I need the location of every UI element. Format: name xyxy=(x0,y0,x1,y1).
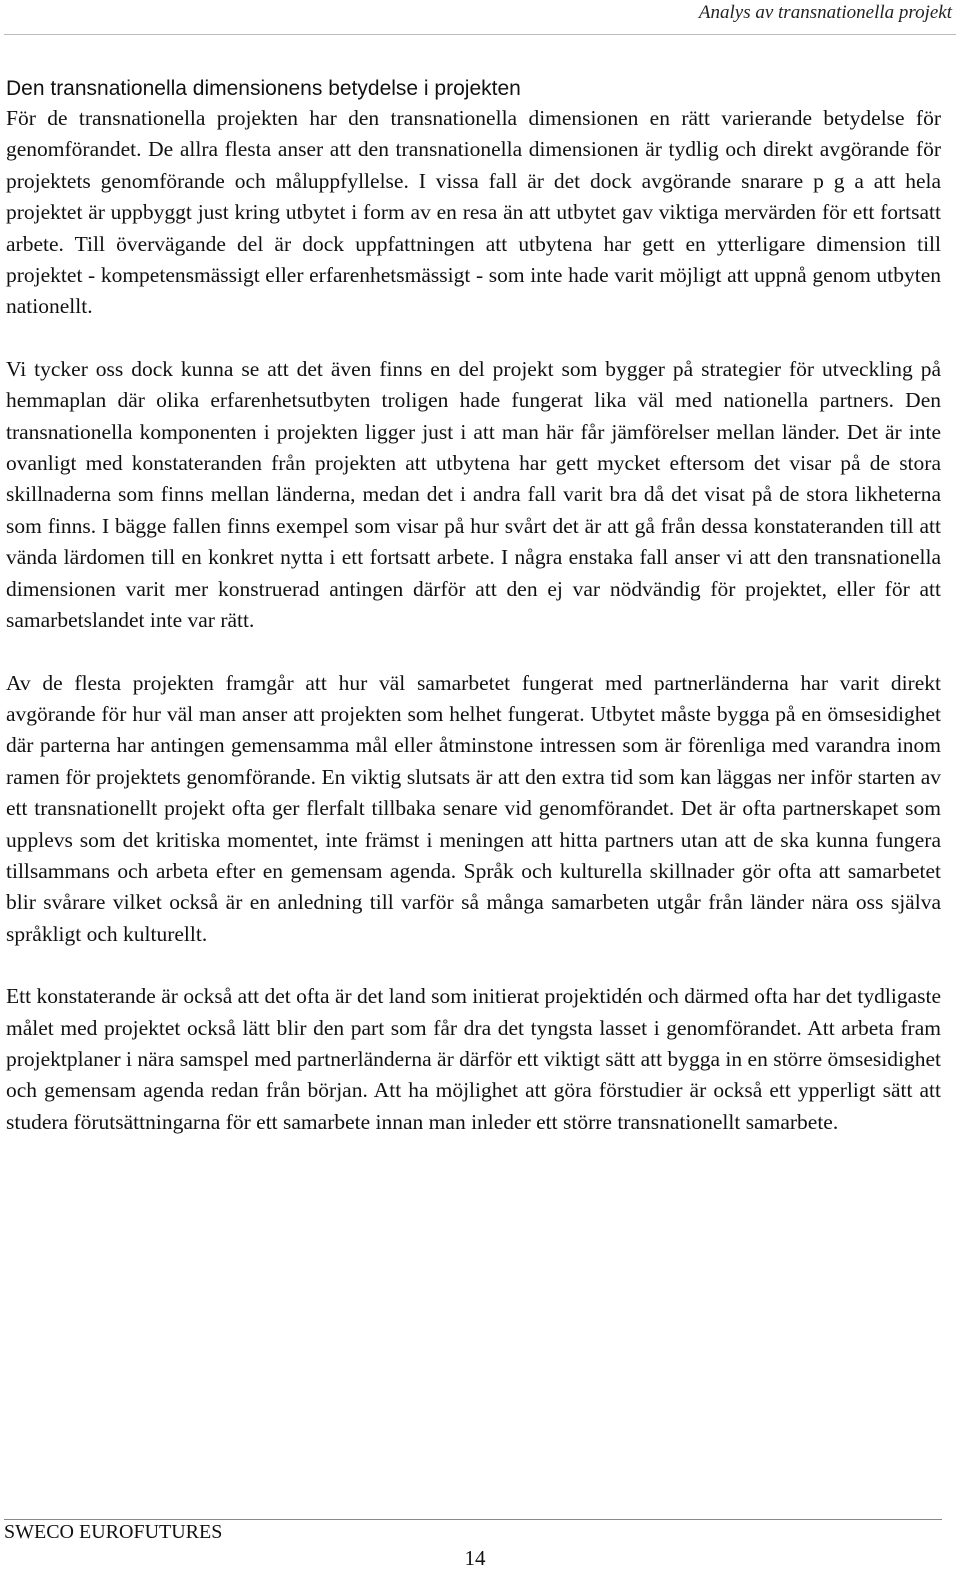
page-content xyxy=(6,74,941,1169)
body-paragraph-2: Vi tycker oss dock kunna se att det även finns en del projekt som bygger på strategier för utveckling på hemmaplan där olika erfarenhetsutbyten troligen hade fungerat lika väl med nationella partners. Den transnationella komponenten i projekten ligger just i att man här får jämförelser mellan länder. Det är inte ovanligt med konstateranden från projekten att utbytena har gett mycket eftersom det visar på de stora skillnaderna som finns mellan länderna, medan det i andra fall varit bra då det visat på de stora likheterna som finns. I bägge fallen finns exempel som visar på hur svårt det är att gå från dessa konstateranden till att vända lärdomen till en konkret nytta i ett fortsatt arbete. I några enstaka fall anser vi att den transnationella dimensionen varit mer konstruerad antingen därför att den ej var nödvändig för projektet, eller för att samarbetslandet inte var rätt. xyxy=(6,356,941,633)
section-title: Den transnationella dimensionens betydelse i projekten xyxy=(6,77,521,100)
body-paragraph-4: Ett konstaterande är också att det ofta är det land som initierat projektidén och därmed ofta har det tydligaste målet med projektet också lätt blir den part som får dra det tyngsta lasset i genomförandet. Att arbeta fram projektplaner i nära samspel med partnerländerna är därför ett viktigt sätt att bygga in en större ömsesidighet och gemensam agenda redan från början. Att ha möjlighet att göra förstudier är också ett ypperligt sätt att studera förutsättningarna för ett samarbete innan man inleder ett större transnationellt samarbete. xyxy=(6,984,941,1134)
body-paragraph-3: Av de flesta projekten framgår att hur väl samarbetet fungerat med partnerländerna har varit direkt avgörande för hur väl man anser att projekten som helhet fungerat. Utbytet måste bygga på en ömsesidighet där parterna har antingen gemensamma mål eller åtminstone intressen som är förenliga med varandra inom ramen för projektets genomförande. En viktig slutsats är att den extra tid som kan läggas ner inför starten av ett transnationellt projekt ofta ger flerfalt tillbaka senare vid genomförandet. Det är ofta partnerskapet som upplevs som det kritiska momentet, inte främst i meningen att hitta partners utan att de ska kunna fungera tillsammans och arbeta efter en gemensam agenda. Språk och kulturella skillnader gör ofta att samarbetet blir svårare vilket också är en anledning till varför så många samarbeten utgår från länder nära oss själva språkligt och kulturellt. xyxy=(6,670,941,946)
footer-organization: SWECO EUROFUTURES xyxy=(4,1521,223,1543)
header-divider xyxy=(4,34,956,35)
page-number: 14 xyxy=(464,1546,486,1570)
footer-divider xyxy=(4,1519,942,1520)
body-paragraph-1: För de transnationella projekten har den transnationella dimensionen en rätt varierande betydelse för genomförandet. De allra flesta anser att den transnationella dimensionen är tydlig och direkt avgörande för projektets genomförande och måluppfyllelse. I vissa fall är det dock avgörande snarare p g a att hela projektet är uppbyggt just kring utbytet i form av en resa än att utbytet gav viktiga mervärden för ett fortsatt arbete. Till övervägande del är dock uppfattningen att utbytena har gett en ytterligare dimension till projektet - kompetensmässigt eller erfarenhetsmässigt - som inte hade varit möjligt att uppnå genom utbyten nationellt. xyxy=(6,106,941,319)
running-header: Analys av transnationella projekt xyxy=(698,2,952,23)
